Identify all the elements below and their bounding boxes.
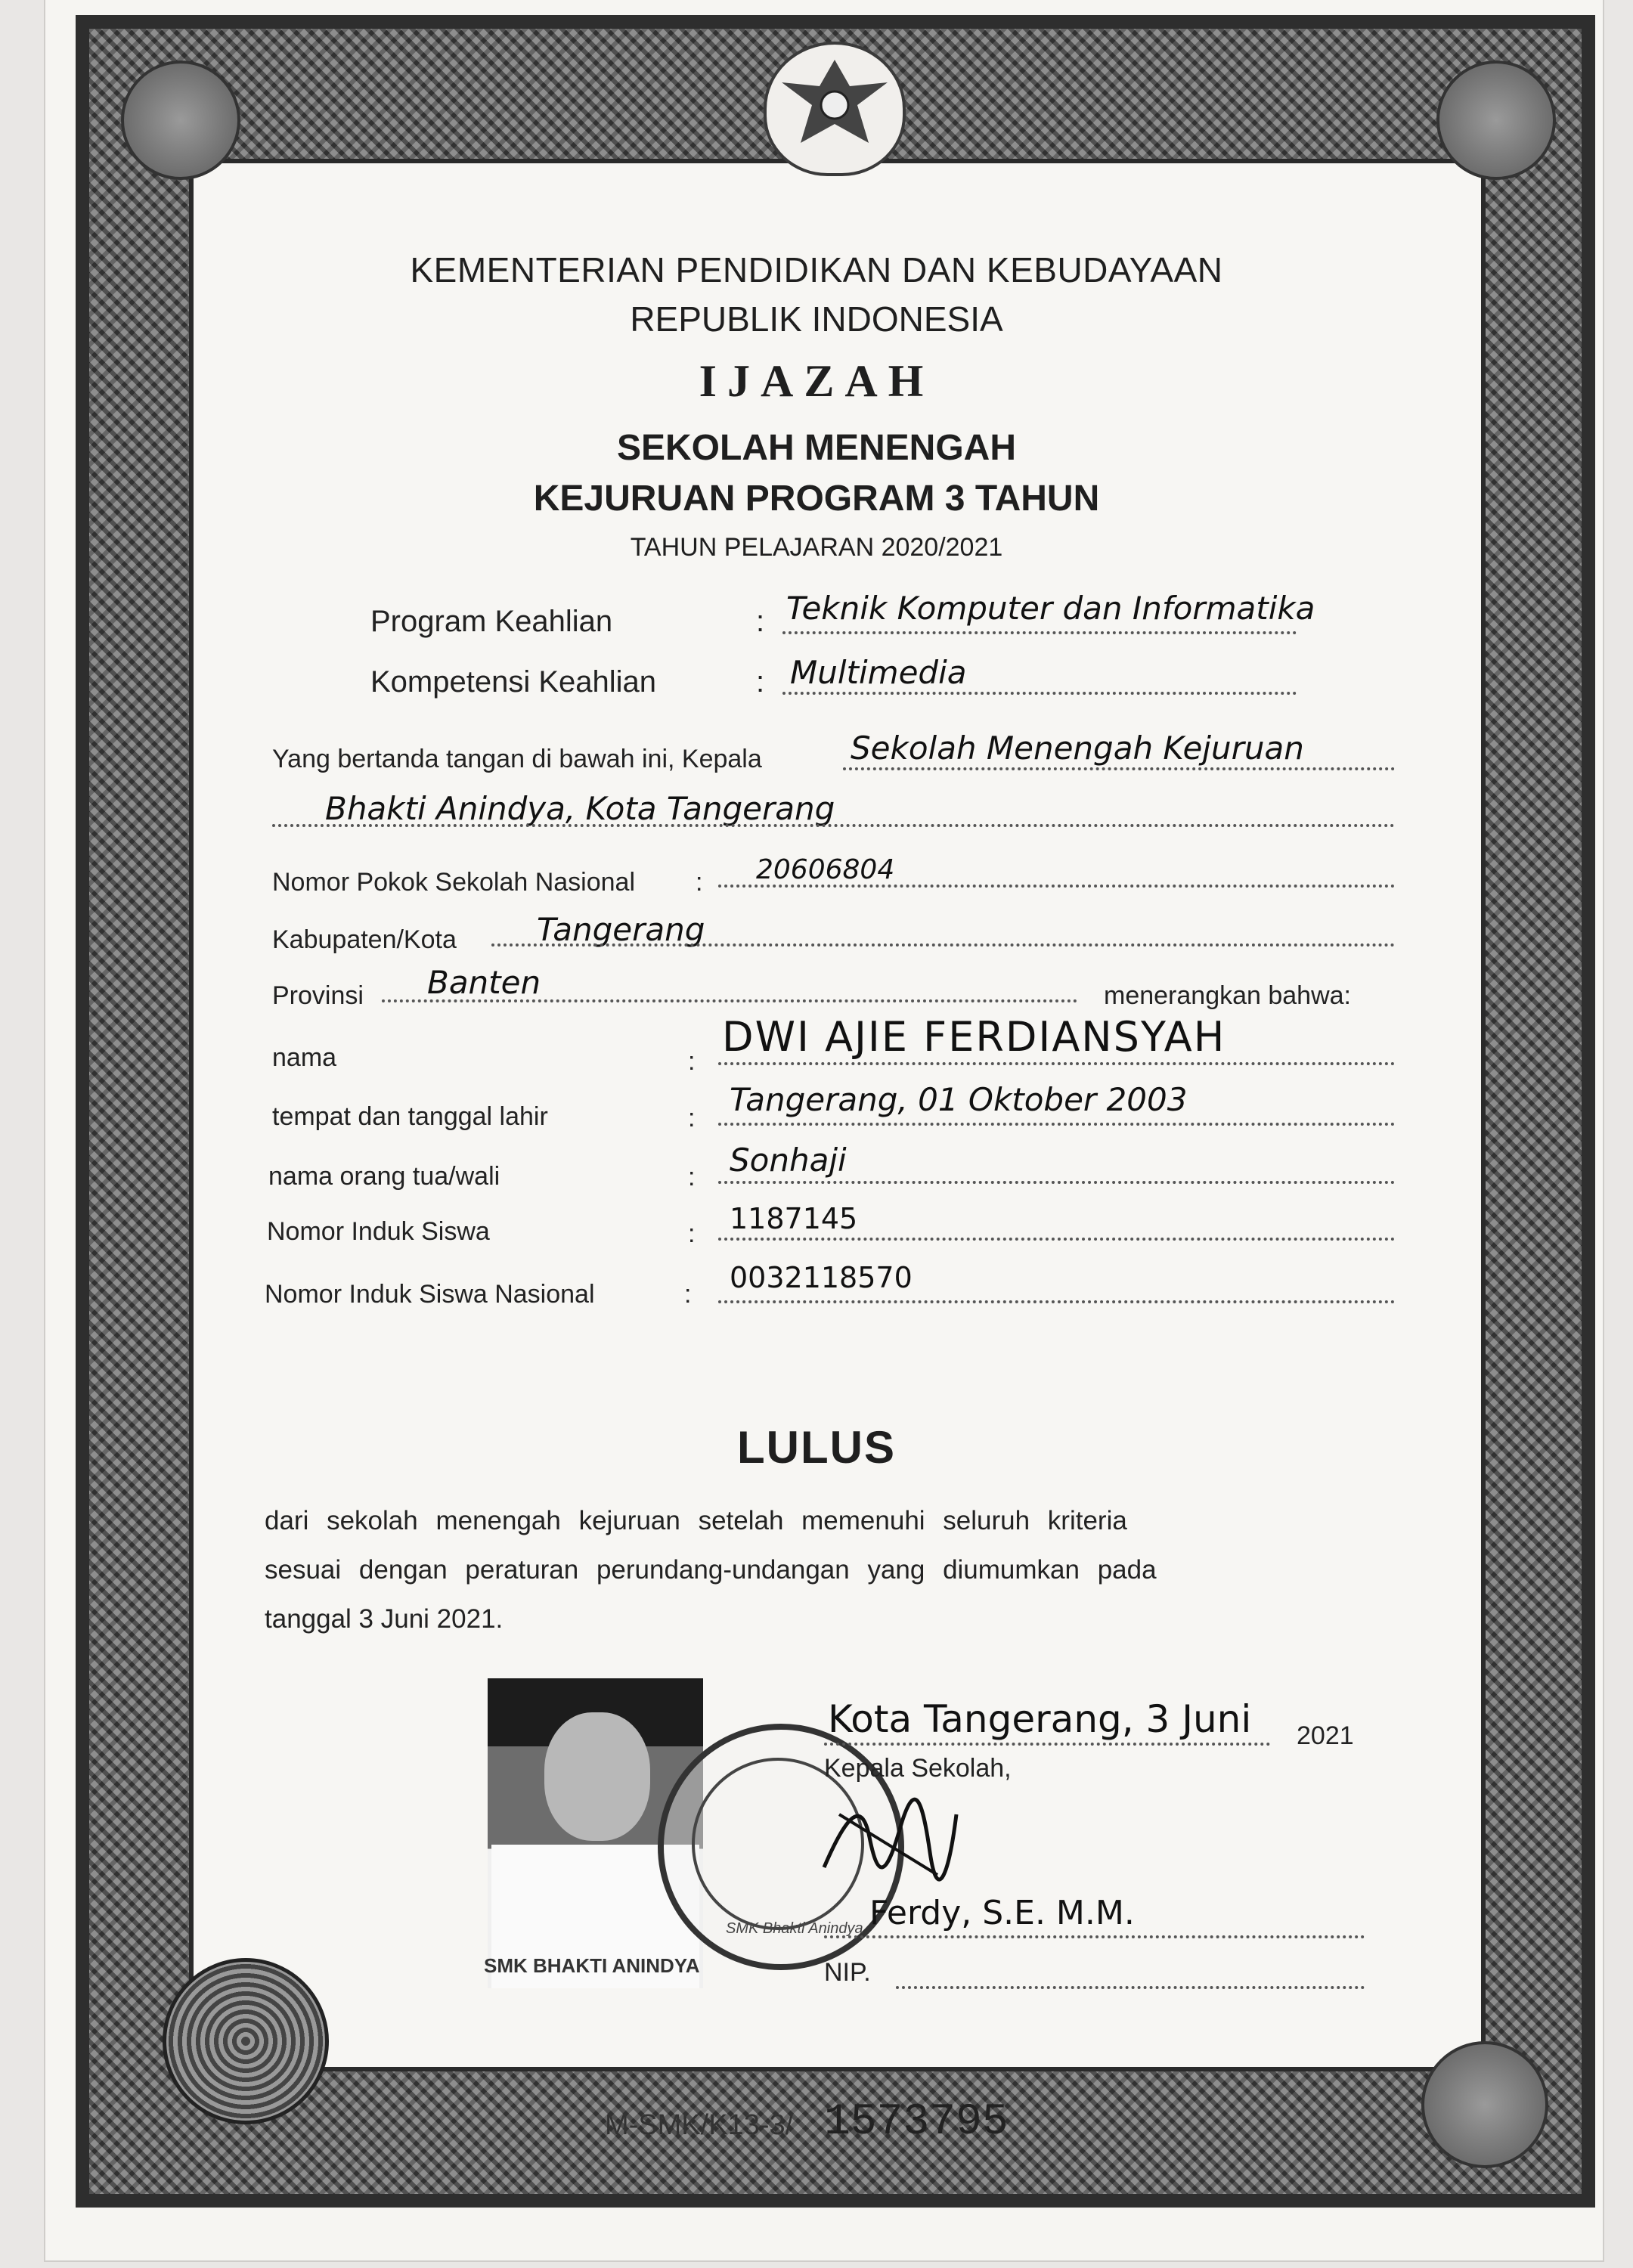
nis-label: Nomor Induk Siswa xyxy=(267,1217,490,1246)
school-level-line2: KEJURUAN PROGRAM 3 TAHUN xyxy=(533,479,1100,519)
serial-number: 1573795 xyxy=(824,2098,1009,2147)
colon: : xyxy=(688,1163,696,1191)
statement-line1: dari sekolah menengah kejuruan setelah memenuhi seluruh kriteria xyxy=(265,1506,1127,1535)
dotted-line xyxy=(896,1986,1365,1989)
colon: : xyxy=(688,1047,696,1076)
npsn-value: 20606804 xyxy=(756,854,895,885)
dotted-line xyxy=(718,1181,1395,1184)
dotted-line xyxy=(272,824,1395,827)
dotted-line xyxy=(718,885,1395,888)
ministry-heading: KEMENTERIAN PENDIDIKAN DAN KEBUDAYAAN xyxy=(410,250,1223,290)
parent-label: nama orang tua/wali xyxy=(268,1162,500,1191)
province-label: Provinsi xyxy=(272,981,364,1010)
colon: : xyxy=(684,1280,692,1309)
dotted-line xyxy=(382,999,1077,1002)
colon: : xyxy=(688,1104,696,1132)
republic-heading: REPUBLIK INDONESIA xyxy=(630,299,1003,339)
nis-value: 1187145 xyxy=(730,1202,858,1235)
statement-line3: tanggal 3 Juni 2021. xyxy=(265,1604,504,1634)
serial-prefix: M-SMK/K13-3/ xyxy=(605,2109,794,2141)
statement-line2: sesuai dengan peraturan perundang-undangan yang diumumkan pada xyxy=(265,1555,1157,1585)
stamp-text: SMK Bhakti Anindya xyxy=(726,1920,863,1937)
tut-wuri-handayani-logo-icon xyxy=(163,1958,329,2124)
dotted-line xyxy=(718,1300,1395,1303)
student-name-value: DWI AJIE FERDIANSYAH xyxy=(722,1013,1226,1061)
school-intro: Yang bertanda tangan di bawah ini, Kepala xyxy=(272,745,762,773)
dotted-line xyxy=(718,1062,1395,1065)
academic-year: TAHUN PELAJARAN 2020/2021 xyxy=(630,533,1003,562)
nip-label: NIP. xyxy=(824,1958,871,1987)
nisn-label: Nomor Induk Siswa Nasional xyxy=(265,1280,595,1309)
graduation-status: LULUS xyxy=(737,1422,896,1473)
colon: : xyxy=(756,665,765,699)
garuda-emblem-icon xyxy=(764,42,906,176)
dotted-line xyxy=(782,692,1297,695)
principal-signature-icon xyxy=(816,1784,960,1890)
corner-ornament-top-left xyxy=(121,60,240,180)
school-name-line2: Bhakti Anindya, Kota Tangerang xyxy=(325,790,835,827)
birth-value: Tangerang, 01 Oktober 2003 xyxy=(730,1081,1188,1118)
colon: : xyxy=(696,868,703,897)
school-name-line1: Sekolah Menengah Kejuruan xyxy=(851,730,1304,767)
corner-ornament-bottom-right xyxy=(1421,2041,1548,2168)
parent-value: Sonhaji xyxy=(730,1142,847,1179)
dotted-line xyxy=(843,767,1395,770)
competency-label: Kompetensi Keahlian xyxy=(370,665,657,699)
signing-place-date: Kota Tangerang, 3 Juni xyxy=(828,1697,1252,1741)
signing-year: 2021 xyxy=(1297,1721,1354,1750)
province-value: Banten xyxy=(427,964,541,1001)
document-title: IJAZAH xyxy=(699,356,934,406)
principal-name: Ferdy, S.E. M.M. xyxy=(869,1894,1135,1932)
competency-value: Multimedia xyxy=(790,654,967,691)
dotted-line xyxy=(491,943,1395,947)
dotted-line xyxy=(718,1238,1395,1241)
city-value: Tangerang xyxy=(537,911,705,948)
student-name-label: nama xyxy=(272,1043,337,1072)
principal-title: Kepala Sekolah, xyxy=(824,1754,1012,1783)
school-level-line1: SEKOLAH MENENGAH xyxy=(616,428,1017,468)
dotted-line xyxy=(718,1123,1395,1126)
colon: : xyxy=(756,605,765,638)
nisn-value: 0032118570 xyxy=(730,1261,913,1294)
dotted-line xyxy=(824,1935,1365,1938)
photo-caption: SMK BHAKTI ANINDYA xyxy=(484,1954,700,1977)
npsn-label: Nomor Pokok Sekolah Nasional xyxy=(272,868,636,897)
dotted-line xyxy=(824,1743,1270,1746)
states-text: menerangkan bahwa: xyxy=(1104,981,1352,1010)
photo-face xyxy=(544,1712,650,1841)
program-value: Teknik Komputer dan Informatika xyxy=(786,590,1315,627)
program-label: Program Keahlian xyxy=(370,605,613,638)
birth-label: tempat dan tanggal lahir xyxy=(272,1102,548,1131)
colon: : xyxy=(688,1219,696,1248)
corner-ornament-top-right xyxy=(1436,60,1556,180)
dotted-line xyxy=(782,631,1297,634)
city-label: Kabupaten/Kota xyxy=(272,925,457,954)
